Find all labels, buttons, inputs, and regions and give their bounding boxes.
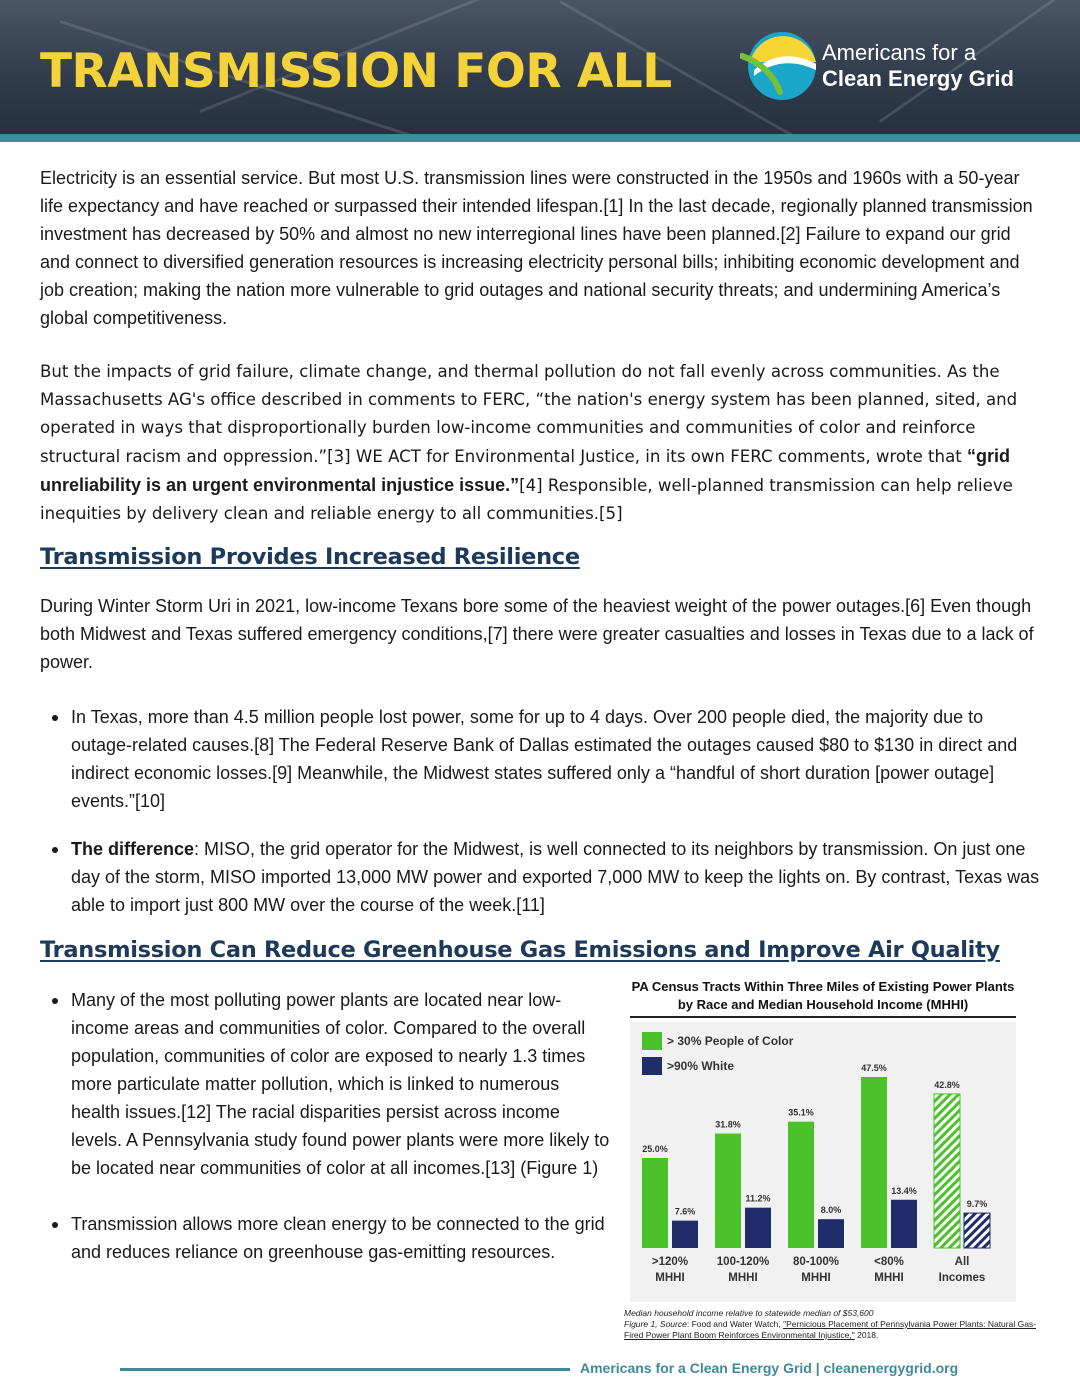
footer-credit: Americans for a Clean Energy Grid | cleanenergygrid.org: [580, 1360, 959, 1376]
data-label: 13.4%: [891, 1185, 917, 1196]
intro-p2-start: But the impacts of grid failure, climate change, and thermal pollution do not fall evenly across communities. As the Massachusetts AG's office described in comments to FERC, “the nation's energy system has been planned, sited, and operated in ways that disproportionally burden low-income communities and communities of color and reinforce structural racism and oppression.”[3] WE ACT for Environmental Justice, in its own FERC comments, wrote that: [40, 362, 1018, 466]
chart-title: PA Census Tracts Within Three Miles of Existing Power Plants by Race and Median Household Income (MHHI): [631, 979, 1015, 1012]
chart-bar: [745, 1208, 771, 1248]
data-label: 11.2%: [745, 1193, 771, 1204]
data-label: 35.1%: [788, 1107, 814, 1118]
intro-paragraph-1: Electricity is an essential service. But most U.S. transmission lines were constructed in the 1950s and 1960s with a 50-year life expectancy and have reached or surpassed their intended lifespan.[1] In the last decade, regionally planned transmission investment has decreased by 50% and almost no new interregional lines have been planned.[2] Failure to expand our grid and connect to diversified generation resources is increasing electricity personal bills; inhibiting economic development and job creation; making the nation more vulnerable to grid outages and national security threats; and undermining America’s global competitiveness.: [40, 168, 1033, 328]
figure-source-end: 2018.: [854, 1330, 879, 1340]
intro-p2-quote: “grid unreliability is an urgent environmental injustice issue.”: [40, 446, 1011, 495]
bullet-lead: The difference: [71, 839, 195, 859]
x-tick-label: Incomes: [938, 1272, 986, 1284]
org-name-line2: Clean Energy Grid: [822, 66, 1014, 91]
x-tick-label: <80%: [874, 1256, 904, 1268]
chart-bar: [788, 1122, 814, 1248]
figure-caption: [624, 1308, 1044, 1341]
chart-bar: [861, 1077, 887, 1248]
resilience-bullets: [40, 703, 1040, 919]
chart-legend: [642, 1032, 794, 1075]
x-tick-label: MHHI: [728, 1272, 758, 1284]
resilience-paragraph: During Winter Storm Uri in 2021, low-income Texans bore some of the heaviest weight of the power outages.[6] Even though both Midwest and Texas suffered emergency conditions,[7] there were greater casualties and losses in Texas due to a lack of power.: [40, 596, 1034, 672]
intro-paragraph-2: [40, 358, 1040, 528]
data-label: 9.7%: [966, 1199, 988, 1210]
list-item: Many of the most polluting power plants are located near low-income areas and communities of color. Compared to the overall population, communities of color are exposed to nearly 1.3 times more particulate matter pollution, which is linked to numerous health issues.[12] The racial disparities persist across income levels. A Pennsylvania study found power plants were more likely to be located near communities of color at all incomes.[13] (Figure 1): [40, 986, 610, 1182]
figure-1: [620, 978, 1040, 1343]
x-tick-label: 100-120%: [716, 1256, 770, 1268]
list-item: [40, 835, 1040, 919]
legend-swatch: [642, 1057, 662, 1075]
figure-source-mid: : Food and Water Watch,: [686, 1319, 784, 1329]
org-name: [822, 40, 1014, 92]
chart-bar: [891, 1200, 917, 1248]
intro-p2-end: [4] Responsible, well-planned transmission can help relieve inequities by delivery clean and reliable energy to all communities.[5]: [40, 476, 1013, 523]
chart-title-rule: [630, 1016, 1016, 1018]
org-name-line1: Americans for a: [822, 40, 977, 65]
chart-bars: [642, 1077, 990, 1248]
chart-bar: [672, 1221, 698, 1248]
emissions-bullets: [40, 986, 610, 1266]
figure-source-prefix: Figure 1, Source: [624, 1319, 687, 1329]
figure-note-1: Median household income relative to statewide median of $53,600: [624, 1308, 874, 1318]
figure-source: [624, 1319, 1044, 1341]
data-label: 31.8%: [715, 1119, 741, 1130]
chart-bar: [818, 1219, 844, 1248]
chart-bar: [642, 1158, 668, 1248]
page-title: TRANSMISSION FOR ALL: [40, 44, 672, 99]
figure-source-link[interactable]: "Pernicious Placement of Pennsylvania Power Plants: Natural Gas-Fired Power Plant Boom Reinforces Environmental Injustice,": [624, 1319, 1037, 1340]
page-header: [0, 0, 1080, 134]
footer-rule: [120, 1368, 570, 1371]
data-label: 47.5%: [861, 1063, 887, 1073]
x-tick-label: MHHI: [874, 1272, 904, 1284]
header-accent-band: [0, 134, 1080, 142]
legend-label: >90% White: [667, 1059, 735, 1073]
x-tick-label: MHHI: [801, 1272, 831, 1284]
x-tick-label: MHHI: [655, 1272, 685, 1284]
list-item: Transmission allows more clean energy to be connected to the grid and reduces reliance on greenhouse gas-emitting resources.: [40, 1210, 610, 1266]
section-heading-emissions: Transmission Can Reduce Greenhouse Gas Emissions and Improve Air Quality: [40, 937, 1000, 963]
bullet-text: : MISO, the grid operator for the Midwest, is well connected to its neighbors by transmission. On just one day of the storm, MISO imported 13,000 MW power and exported 7,000 MW to keep the lights on. By contrast, Texas was able to import just 800 MW over the course of the week.[11]: [71, 839, 1040, 915]
data-label: 8.0%: [820, 1205, 842, 1216]
legend-swatch: [642, 1032, 662, 1050]
bar-chart: [630, 1022, 1016, 1302]
sun-horizon-logo-icon: [740, 26, 818, 104]
data-label: 42.8%: [934, 1079, 960, 1090]
list-item: In Texas, more than 4.5 million people lost power, some for up to 4 days. Over 200 people died, the majority due to outage-related causes.[8] The Federal Reserve Bank of Dallas estimated the outages caused $80 to $130 in direct and indirect economic losses.[9] Meanwhile, the Midwest states suffered only a “handful of short duration [power outage] events.”[10]: [40, 703, 1040, 815]
chart-bar: [934, 1094, 960, 1248]
section-heading-resilience: Transmission Provides Increased Resilience: [40, 544, 580, 570]
chart-bar: [964, 1213, 990, 1248]
x-tick-label: All: [954, 1256, 970, 1268]
data-label: 25.0%: [642, 1144, 668, 1154]
legend-label: > 30% People of Color: [667, 1034, 794, 1048]
chart-bar: [715, 1134, 741, 1248]
x-tick-label: 80-100%: [792, 1256, 840, 1268]
x-tick-label: >120%: [651, 1256, 689, 1268]
data-label: 7.6%: [674, 1206, 696, 1217]
